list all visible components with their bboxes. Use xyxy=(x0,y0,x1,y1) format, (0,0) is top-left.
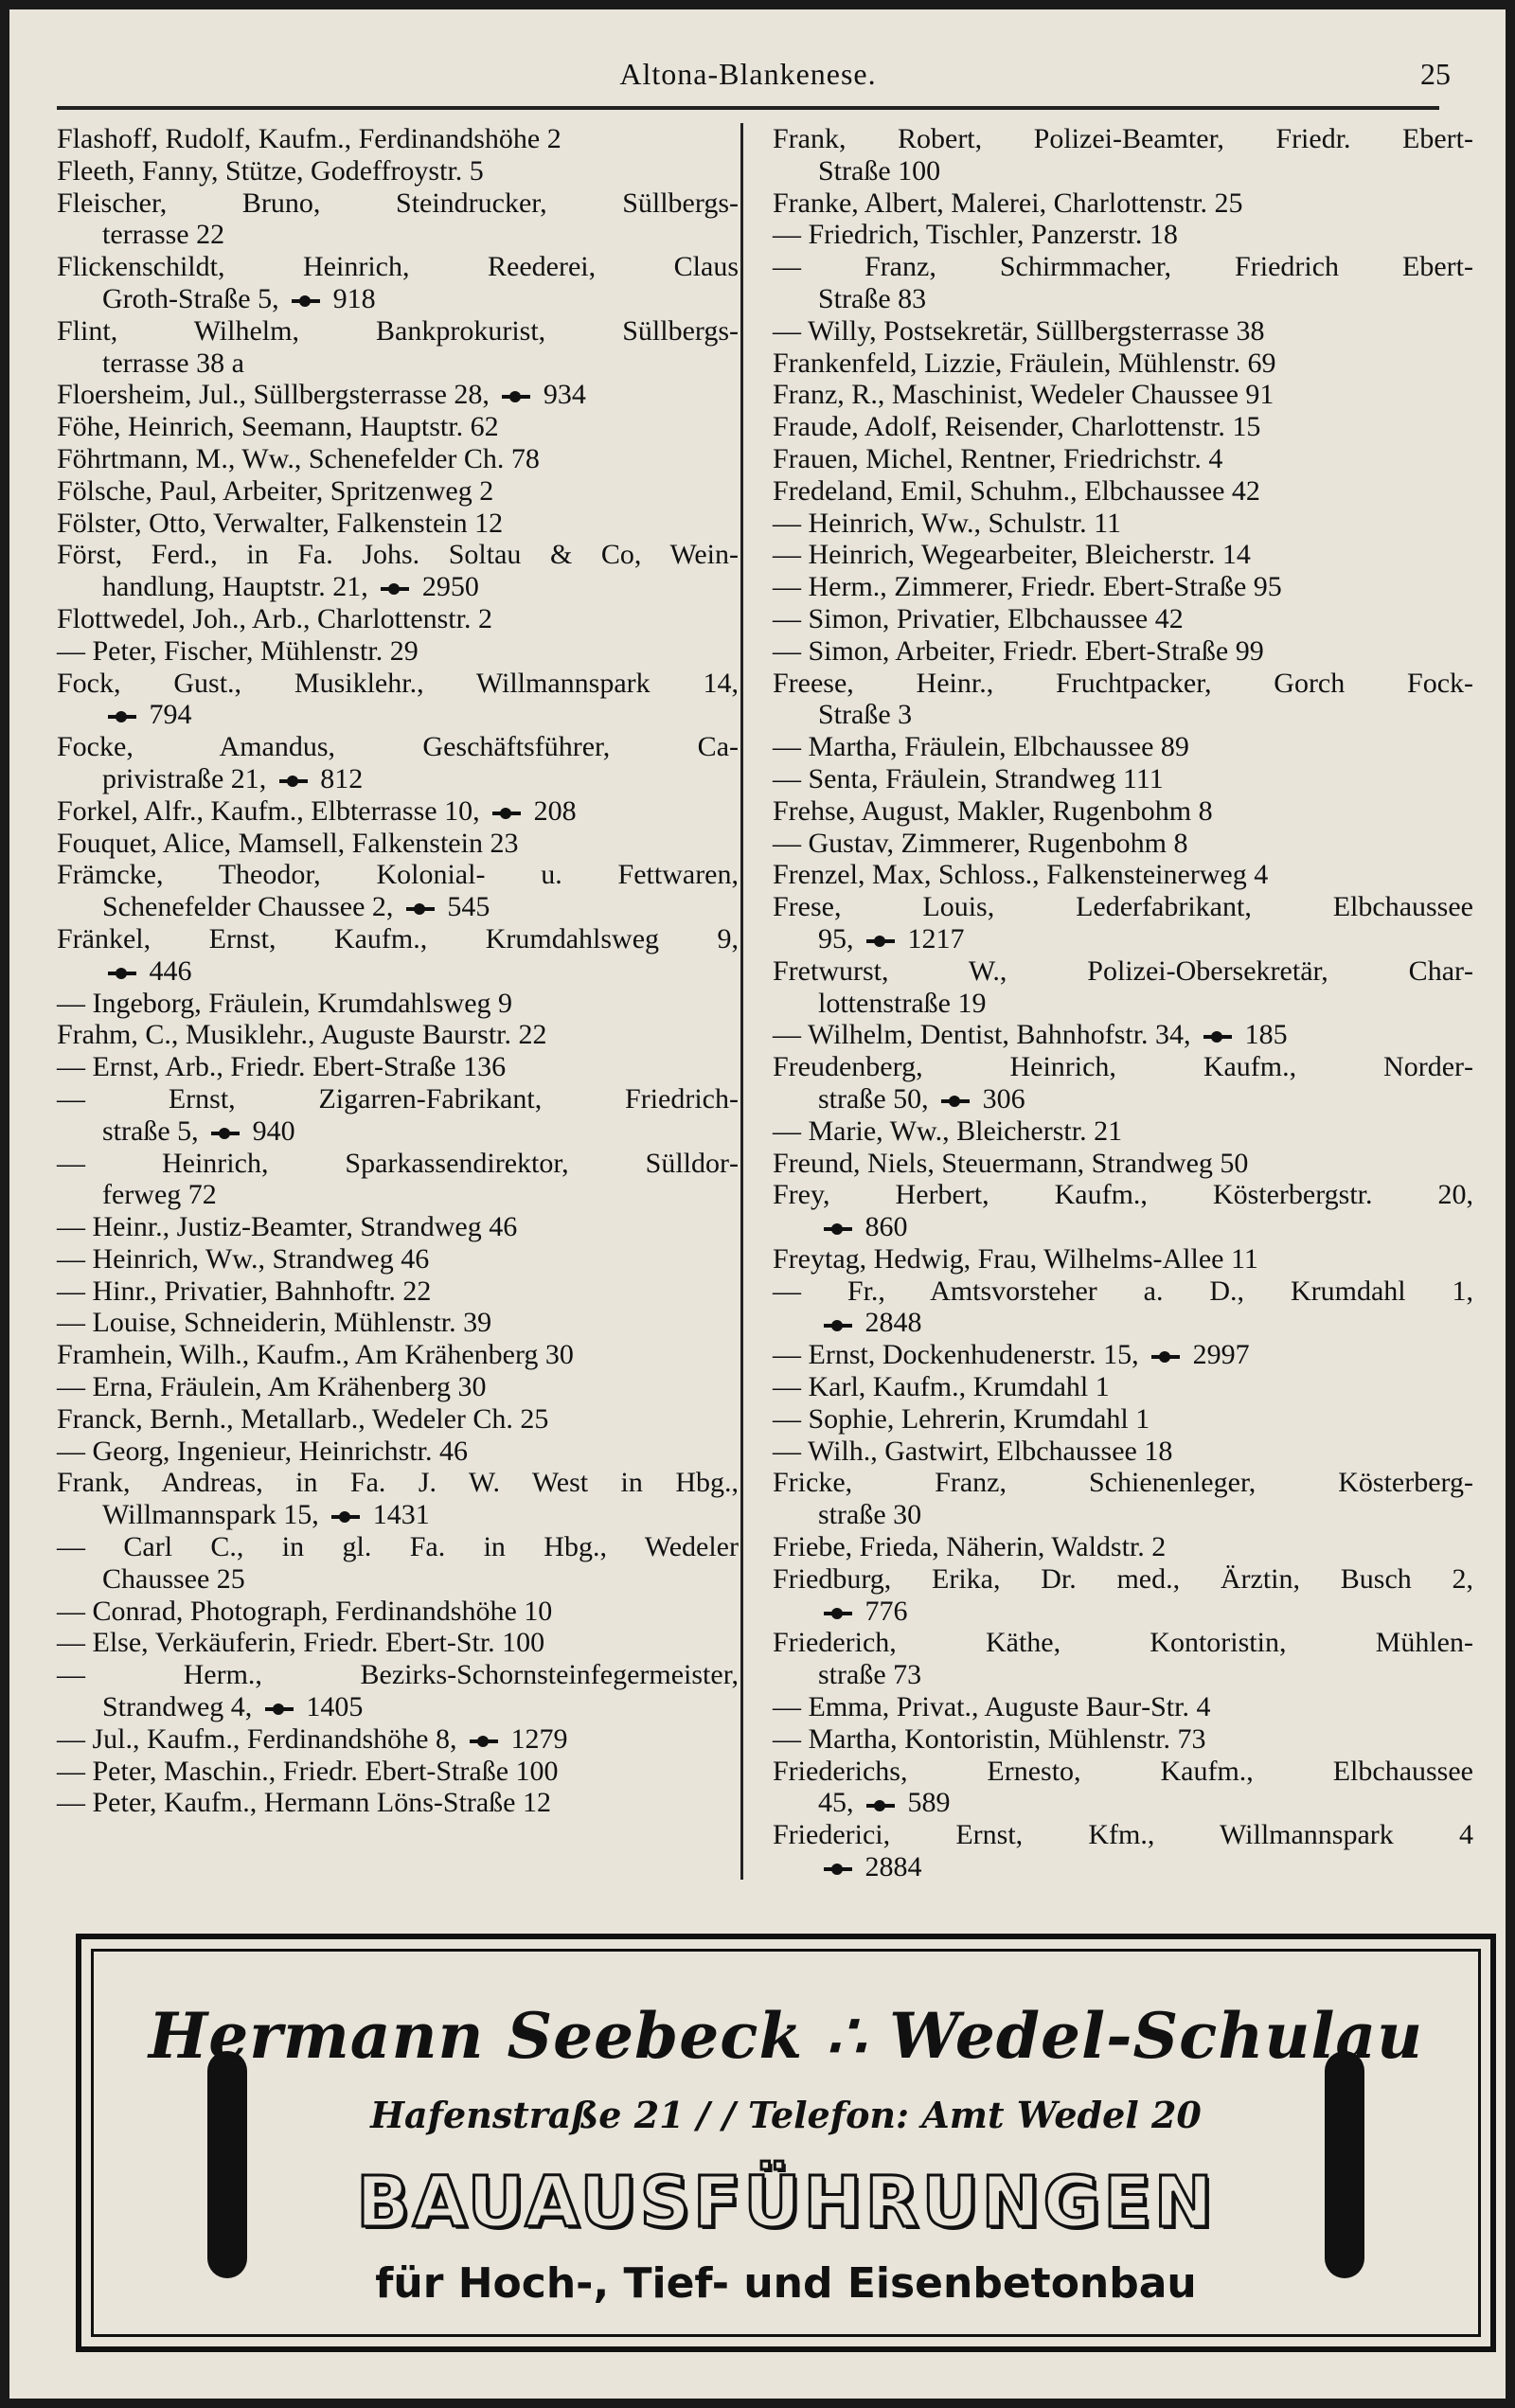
telephone-icon xyxy=(824,1320,852,1331)
left-column xyxy=(57,123,739,1819)
directory-entry xyxy=(773,891,1473,955)
entry-line: — Martha, Kontoristin, Mühlenstr. 73 xyxy=(773,1722,1206,1755)
directory-entry xyxy=(773,1723,1473,1756)
directory-entry xyxy=(773,219,1473,251)
entry-line: — Else, Verkäuferin, Friedr. Ebert‑Str. 100 xyxy=(57,1627,545,1659)
directory-entry xyxy=(773,1148,1473,1180)
entry-line: Franck, Bernh., Metallarb., Wedeler Ch. 25 xyxy=(57,1402,549,1435)
entry-line: Först, Ferd., in Fa. Johs. Soltau & Co, Wein‑ xyxy=(57,539,739,571)
entry-continuation: privistraße 21, 812 xyxy=(102,762,364,794)
directory-entry xyxy=(57,1211,739,1243)
entry-line: — Heinrich, Sparkassendirektor, Sülldor‑ xyxy=(57,1147,739,1179)
directory-entry xyxy=(773,859,1473,891)
right-column xyxy=(773,123,1473,1883)
entry-line: — Heinrich, Wegearbeiter, Bleicherstr. 14 xyxy=(773,539,1251,571)
entry-continuation: straße 30 xyxy=(818,1499,922,1531)
entry-line: — Franz, Schirmmacher, Friedrich Ebert‑ xyxy=(773,251,1473,283)
entry-line: — Willy, Postsekretär, Süllbergsterrasse 38 xyxy=(773,314,1265,347)
directory-entry xyxy=(773,348,1473,380)
directory-entry xyxy=(57,411,739,443)
directory-entry xyxy=(57,988,739,1020)
entry-line: Flint, Wilhelm, Bankprokurist, Süllbergs‑ xyxy=(57,314,739,347)
telephone-icon xyxy=(824,1223,852,1235)
ad-subline: für Hoch-, Tief- und Eisenbetonbau xyxy=(375,2259,1197,2308)
ad-headline: BAUAUSFÜHRUNGEN xyxy=(356,2162,1216,2243)
ad-firm-name: Hermann Seebeck ∴ Wedel-Schulau xyxy=(148,1999,1424,2073)
directory-entry xyxy=(773,379,1473,411)
entry-line: Frankenfeld, Lizzie, Fräulein, Mühlenstr. 69 xyxy=(773,347,1276,379)
directory-entry xyxy=(773,1339,1473,1371)
entry-line: Fretwurst, W., Polizei‑Obersekretär, Char‑ xyxy=(773,954,1473,987)
entry-line: Frank, Andreas, in Fa. J. W. West in Hbg., xyxy=(57,1467,739,1499)
directory-entry xyxy=(773,1819,1473,1883)
entry-line: Frehse, August, Makler, Rugenbohm 8 xyxy=(773,794,1213,827)
entry-continuation: Straße 100 xyxy=(818,154,941,187)
entry-line: — Fr., Amtsvorsteher a. D., Krumdahl 1, xyxy=(773,1275,1473,1307)
directory-entry xyxy=(773,731,1473,763)
entry-line: Forkel, Alfr., Kaufm., Elbterrasse 10, 208 xyxy=(57,794,577,827)
entry-continuation: Willmannspark 15, 1431 xyxy=(102,1499,430,1531)
directory-entry xyxy=(57,1307,739,1339)
telephone-icon xyxy=(502,391,530,402)
directory-entry xyxy=(773,539,1473,571)
entry-continuation: 2884 xyxy=(773,1851,1473,1883)
entry-line: Föhrtmann, M., Ww., Schenefelder Ch. 78 xyxy=(57,442,540,474)
directory-entry xyxy=(773,315,1473,348)
entry-line: — Louise, Schneiderin, Mühlenstr. 39 xyxy=(57,1307,492,1339)
page-header xyxy=(57,49,1451,110)
directory-page xyxy=(9,9,1506,2399)
directory-entry xyxy=(773,1051,1473,1115)
telephone-icon xyxy=(279,776,308,787)
entry-line: Frey, Herbert, Kaufm., Kösterbergstr. 20, xyxy=(773,1179,1473,1211)
entry-continuation: Groth‑Straße 5, 918 xyxy=(102,282,376,314)
entry-line: — Herm., Bezirks‑Schornsteinfegermeister, xyxy=(57,1659,739,1691)
entry-continuation: 95, 1217 xyxy=(818,922,965,954)
directory-entry xyxy=(57,1403,739,1436)
entry-line: Främcke, Theodor, Kolonial‑ u. Fettwaren, xyxy=(57,859,739,891)
entry-line: Focke, Amandus, Geschäftsführer, Ca‑ xyxy=(57,731,739,763)
entry-line: Fleeth, Fanny, Stütze, Godeffroystr. 5 xyxy=(57,154,484,187)
telephone-icon xyxy=(381,583,409,595)
entry-line: — Simon, Arbeiter, Friedr. Ebert‑Straße 99 xyxy=(773,634,1264,667)
entry-continuation: 860 xyxy=(773,1211,1473,1243)
entry-line: Föhe, Heinrich, Seemann, Hauptstr. 62 xyxy=(57,411,499,443)
entry-continuation: terrasse 38 a xyxy=(102,347,244,379)
directory-entry xyxy=(57,443,739,475)
directory-entry xyxy=(57,1371,739,1403)
page-title: Altona‑Blankenese. xyxy=(619,57,877,91)
directory-entry xyxy=(57,923,739,988)
directory-entry xyxy=(57,379,739,411)
entry-line: Friedburg, Erika, Dr. med., Ärztin, Busch 2, xyxy=(773,1562,1473,1595)
column-divider xyxy=(740,123,743,1880)
entry-line: Fricke, Franz, Schienenleger, Kösterberg‑ xyxy=(773,1467,1473,1499)
telephone-icon xyxy=(492,808,521,819)
entry-line: — Jul., Kaufm., Ferdinandshöhe 8, 1279 xyxy=(57,1722,568,1755)
directory-entry xyxy=(57,1467,739,1531)
directory-entry xyxy=(57,1083,739,1148)
entry-line: Flottwedel, Joh., Arb., Charlottenstr. 2 xyxy=(57,602,492,634)
telephone-icon xyxy=(108,711,136,722)
directory-entry xyxy=(773,1019,1473,1051)
entry-line: Frese, Louis, Lederfabrikant, Elbchaussee xyxy=(773,891,1473,923)
directory-entry xyxy=(773,1275,1473,1340)
entry-line: Freund, Niels, Steuermann, Strandweg 50 xyxy=(773,1147,1249,1179)
entry-line: — Karl, Kaufm., Krumdahl 1 xyxy=(773,1371,1110,1403)
directory-entry xyxy=(57,1787,739,1819)
directory-entry xyxy=(57,859,739,923)
entry-line: Fölster, Otto, Verwalter, Falkenstein 12 xyxy=(57,507,504,539)
page-number: 25 xyxy=(1420,57,1451,91)
entry-continuation: Chaussee 25 xyxy=(102,1562,245,1595)
directory-entry xyxy=(773,443,1473,475)
entry-line: Franke, Albert, Malerei, Charlottenstr. 25 xyxy=(773,187,1243,219)
ad-address: Hafenstraße 21 / / Telefon: Amt Wedel 20 xyxy=(370,2094,1202,2136)
directory-entry xyxy=(773,411,1473,443)
entry-line: Flickenschildt, Heinrich, Reederei, Claus xyxy=(57,251,739,283)
directory-entry xyxy=(773,1179,1473,1243)
entry-line: — Ernst, Dockenhudenerstr. 15, 2997 xyxy=(773,1339,1250,1371)
directory-entry xyxy=(773,1467,1473,1531)
directory-entry xyxy=(773,828,1473,860)
entry-continuation: 2848 xyxy=(773,1307,1473,1339)
directory-entry xyxy=(57,1243,739,1275)
entry-line: — Senta, Fräulein, Strandweg 111 xyxy=(773,762,1164,794)
entry-continuation: straße 73 xyxy=(818,1659,922,1691)
entry-line: Freudenberg, Heinrich, Kaufm., Norder‑ xyxy=(773,1051,1473,1083)
telephone-icon xyxy=(1203,1031,1232,1043)
entry-line: — Heinrich, Ww., Schulstr. 11 xyxy=(773,507,1122,539)
directory-entry xyxy=(57,1596,739,1628)
directory-entry xyxy=(773,668,1473,732)
entry-line: — Ernst, Zigarren‑Fabrikant, Friedrich‑ xyxy=(57,1082,739,1115)
advertisement-inner-frame xyxy=(91,1949,1481,2337)
directory-entry xyxy=(773,635,1473,668)
entry-line: Fredeland, Emil, Schuhm., Elbchaussee 42 xyxy=(773,474,1260,507)
entry-line: — Sophie, Lehrerin, Krumdahl 1 xyxy=(773,1402,1150,1435)
entry-line: — Ernst, Arb., Friedr. Ebert‑Straße 136 xyxy=(57,1051,507,1083)
directory-entry xyxy=(57,251,739,315)
directory-entry xyxy=(57,1723,739,1756)
entry-continuation: straße 50, 306 xyxy=(818,1082,1025,1115)
entry-line: — Gustav, Zimmerer, Rugenbohm 8 xyxy=(773,827,1188,859)
directory-entry xyxy=(57,1019,739,1051)
directory-entry xyxy=(57,187,739,252)
entry-line: Fouquet, Alice, Mamsell, Falkenstein 23 xyxy=(57,827,519,859)
entry-line: Franz, R., Maschinist, Wedeler Chaussee 91 xyxy=(773,379,1274,411)
entry-line: Frauen, Michel, Rentner, Friedrichstr. 4 xyxy=(773,442,1223,474)
entry-line: — Emma, Privat., Auguste Baur‑Str. 4 xyxy=(773,1691,1211,1723)
entry-continuation: Schenefelder Chaussee 2, 545 xyxy=(102,891,490,923)
telephone-icon xyxy=(265,1703,294,1715)
directory-entry xyxy=(57,123,739,155)
directory-entry xyxy=(57,475,739,508)
directory-entry xyxy=(57,731,739,795)
telephone-icon xyxy=(866,1800,895,1811)
entry-continuation: 794 xyxy=(57,699,739,731)
entry-line: Friederici, Ernst, Kfm., Willmannspark 4 xyxy=(773,1819,1473,1851)
entry-line: — Wilhelm, Dentist, Bahnhofstr. 34, 185 xyxy=(773,1019,1288,1051)
directory-entry xyxy=(57,155,739,187)
entry-line: Friederich, Käthe, Kontoristin, Mühlen‑ xyxy=(773,1627,1473,1659)
entry-line: — Hinr., Privatier, Bahnhoftr. 22 xyxy=(57,1275,432,1307)
directory-entry xyxy=(773,1115,1473,1148)
directory-entry xyxy=(57,508,739,540)
directory-entry xyxy=(57,668,739,732)
telephone-icon xyxy=(211,1128,240,1139)
directory-entry xyxy=(57,1627,739,1659)
directory-entry xyxy=(57,1659,739,1723)
directory-entry xyxy=(57,1051,739,1083)
directory-entry xyxy=(773,1243,1473,1275)
telephone-icon xyxy=(941,1096,970,1107)
entry-line: Frank, Robert, Polizei‑Beamter, Friedr. Ebert‑ xyxy=(773,123,1473,154)
entry-line: — Martha, Fräulein, Elbchaussee 89 xyxy=(773,731,1189,763)
entry-line: Fölsche, Paul, Arbeiter, Spritzenweg 2 xyxy=(57,474,494,507)
entry-line: Frahm, C., Musiklehr., Auguste Baurstr. 22 xyxy=(57,1019,547,1051)
entry-line: — Herm., Zimmerer, Friedr. Ebert‑Straße 95 xyxy=(773,571,1282,603)
directory-entry xyxy=(773,795,1473,828)
entry-continuation: Strandweg 4, 1405 xyxy=(102,1691,364,1723)
entry-continuation: straße 5, 940 xyxy=(102,1115,295,1147)
directory-entry xyxy=(773,508,1473,540)
directory-entry xyxy=(773,1691,1473,1723)
directory-entry xyxy=(57,1436,739,1468)
entry-line: Friederichs, Ernesto, Kaufm., Elbchaussee xyxy=(773,1755,1473,1787)
directory-entry xyxy=(773,123,1473,187)
telephone-icon xyxy=(824,1608,852,1619)
telephone-icon xyxy=(824,1864,852,1875)
directory-entry xyxy=(773,1531,1473,1563)
entry-line: Frenzel, Max, Schloss., Falkensteinerweg 4 xyxy=(773,859,1269,891)
entry-line: Floersheim, Jul., Süllbergsterrasse 28, 934 xyxy=(57,379,586,411)
entry-line: — Georg, Ingenieur, Heinrichstr. 46 xyxy=(57,1435,468,1467)
entry-line: Freytag, Hedwig, Frau, Wilhelms‑Allee 11 xyxy=(773,1242,1258,1275)
entry-line: Fränkel, Ernst, Kaufm., Krumdahlsweg 9, xyxy=(57,922,739,954)
entry-line: — Ingeborg, Fräulein, Krumdahlsweg 9 xyxy=(57,987,513,1019)
directory-entry xyxy=(773,475,1473,508)
entry-line: — Carl C., in gl. Fa. in Hbg., Wedeler xyxy=(57,1531,739,1563)
directory-entry xyxy=(773,1756,1473,1820)
directory-entry xyxy=(773,1371,1473,1403)
entry-line: Fock, Gust., Musiklehr., Willmannspark 14, xyxy=(57,667,739,699)
entry-continuation: terrasse 22 xyxy=(102,219,225,251)
directory-entry xyxy=(773,187,1473,220)
entry-line: Friebe, Frieda, Näherin, Waldstr. 2 xyxy=(773,1531,1167,1563)
telephone-icon xyxy=(331,1511,360,1523)
directory-entry xyxy=(773,603,1473,635)
directory-entry xyxy=(57,1756,739,1788)
directory-entry xyxy=(773,1563,1473,1628)
entry-continuation: 776 xyxy=(773,1596,1473,1628)
telephone-icon xyxy=(292,295,320,307)
entry-line: — Erna, Fräulein, Am Krähenberg 30 xyxy=(57,1371,487,1403)
entry-continuation: ferweg 72 xyxy=(102,1179,217,1211)
advertisement-box xyxy=(76,1934,1496,2352)
directory-entry xyxy=(773,1627,1473,1691)
entry-continuation: Straße 83 xyxy=(818,282,927,314)
directory-entry xyxy=(57,315,739,380)
directory-entry xyxy=(57,1339,739,1371)
entry-line: Flashoff, Rudolf, Kaufm., Ferdinandshöhe 2 xyxy=(57,123,561,154)
telephone-icon xyxy=(108,968,136,979)
entry-line: Fleischer, Bruno, Steindrucker, Süllbergs‑ xyxy=(57,187,739,219)
entry-line: — Heinr., Justiz‑Beamter, Strandweg 46 xyxy=(57,1211,518,1243)
entry-line: — Friedrich, Tischler, Panzerstr. 18 xyxy=(773,219,1178,251)
entry-continuation: handlung, Hauptstr. 21, 2950 xyxy=(102,571,479,603)
entry-line: — Simon, Privatier, Elbchaussee 42 xyxy=(773,602,1184,634)
entry-line: — Heinrich, Ww., Strandweg 46 xyxy=(57,1242,430,1275)
entry-line: Freese, Heinr., Fruchtpacker, Gorch Fock‑ xyxy=(773,667,1473,699)
entry-line: — Conrad, Photograph, Ferdinandshöhe 10 xyxy=(57,1595,553,1627)
entry-line: Framhein, Wilh., Kaufm., Am Krähenberg 30 xyxy=(57,1339,574,1371)
directory-entry xyxy=(57,539,739,603)
telephone-icon xyxy=(470,1736,498,1747)
entry-line: — Peter, Kaufm., Hermann Löns‑Straße 12 xyxy=(57,1787,551,1819)
entry-line: — Peter, Maschin., Friedr. Ebert‑Straße 100 xyxy=(57,1755,559,1787)
directory-entry xyxy=(773,251,1473,315)
telephone-icon xyxy=(1151,1351,1180,1363)
entry-line: — Marie, Ww., Bleicherstr. 21 xyxy=(773,1115,1123,1147)
entry-line: — Peter, Fischer, Mühlenstr. 29 xyxy=(57,634,419,667)
directory-entry xyxy=(57,1275,739,1308)
directory-entry xyxy=(57,828,739,860)
directory-entry xyxy=(773,571,1473,603)
directory-entry xyxy=(773,1436,1473,1468)
directory-entry xyxy=(57,1148,739,1212)
telephone-icon xyxy=(406,903,435,915)
directory-entry xyxy=(57,795,739,828)
directory-entry xyxy=(773,955,1473,1020)
entry-continuation: lottenstraße 19 xyxy=(818,987,987,1019)
entry-line: Fraude, Adolf, Reisender, Charlottenstr. 15 xyxy=(773,411,1261,443)
entry-continuation: 45, 589 xyxy=(818,1787,951,1819)
directory-entry xyxy=(773,763,1473,795)
entry-continuation: 446 xyxy=(57,955,739,988)
entry-continuation: Straße 3 xyxy=(818,699,913,731)
directory-entry xyxy=(57,1531,739,1596)
telephone-icon xyxy=(866,936,895,947)
directory-entry xyxy=(57,635,739,668)
directory-entry xyxy=(773,1403,1473,1436)
directory-entry xyxy=(57,603,739,635)
entry-line: — Wilh., Gastwirt, Elbchaussee 18 xyxy=(773,1435,1173,1467)
